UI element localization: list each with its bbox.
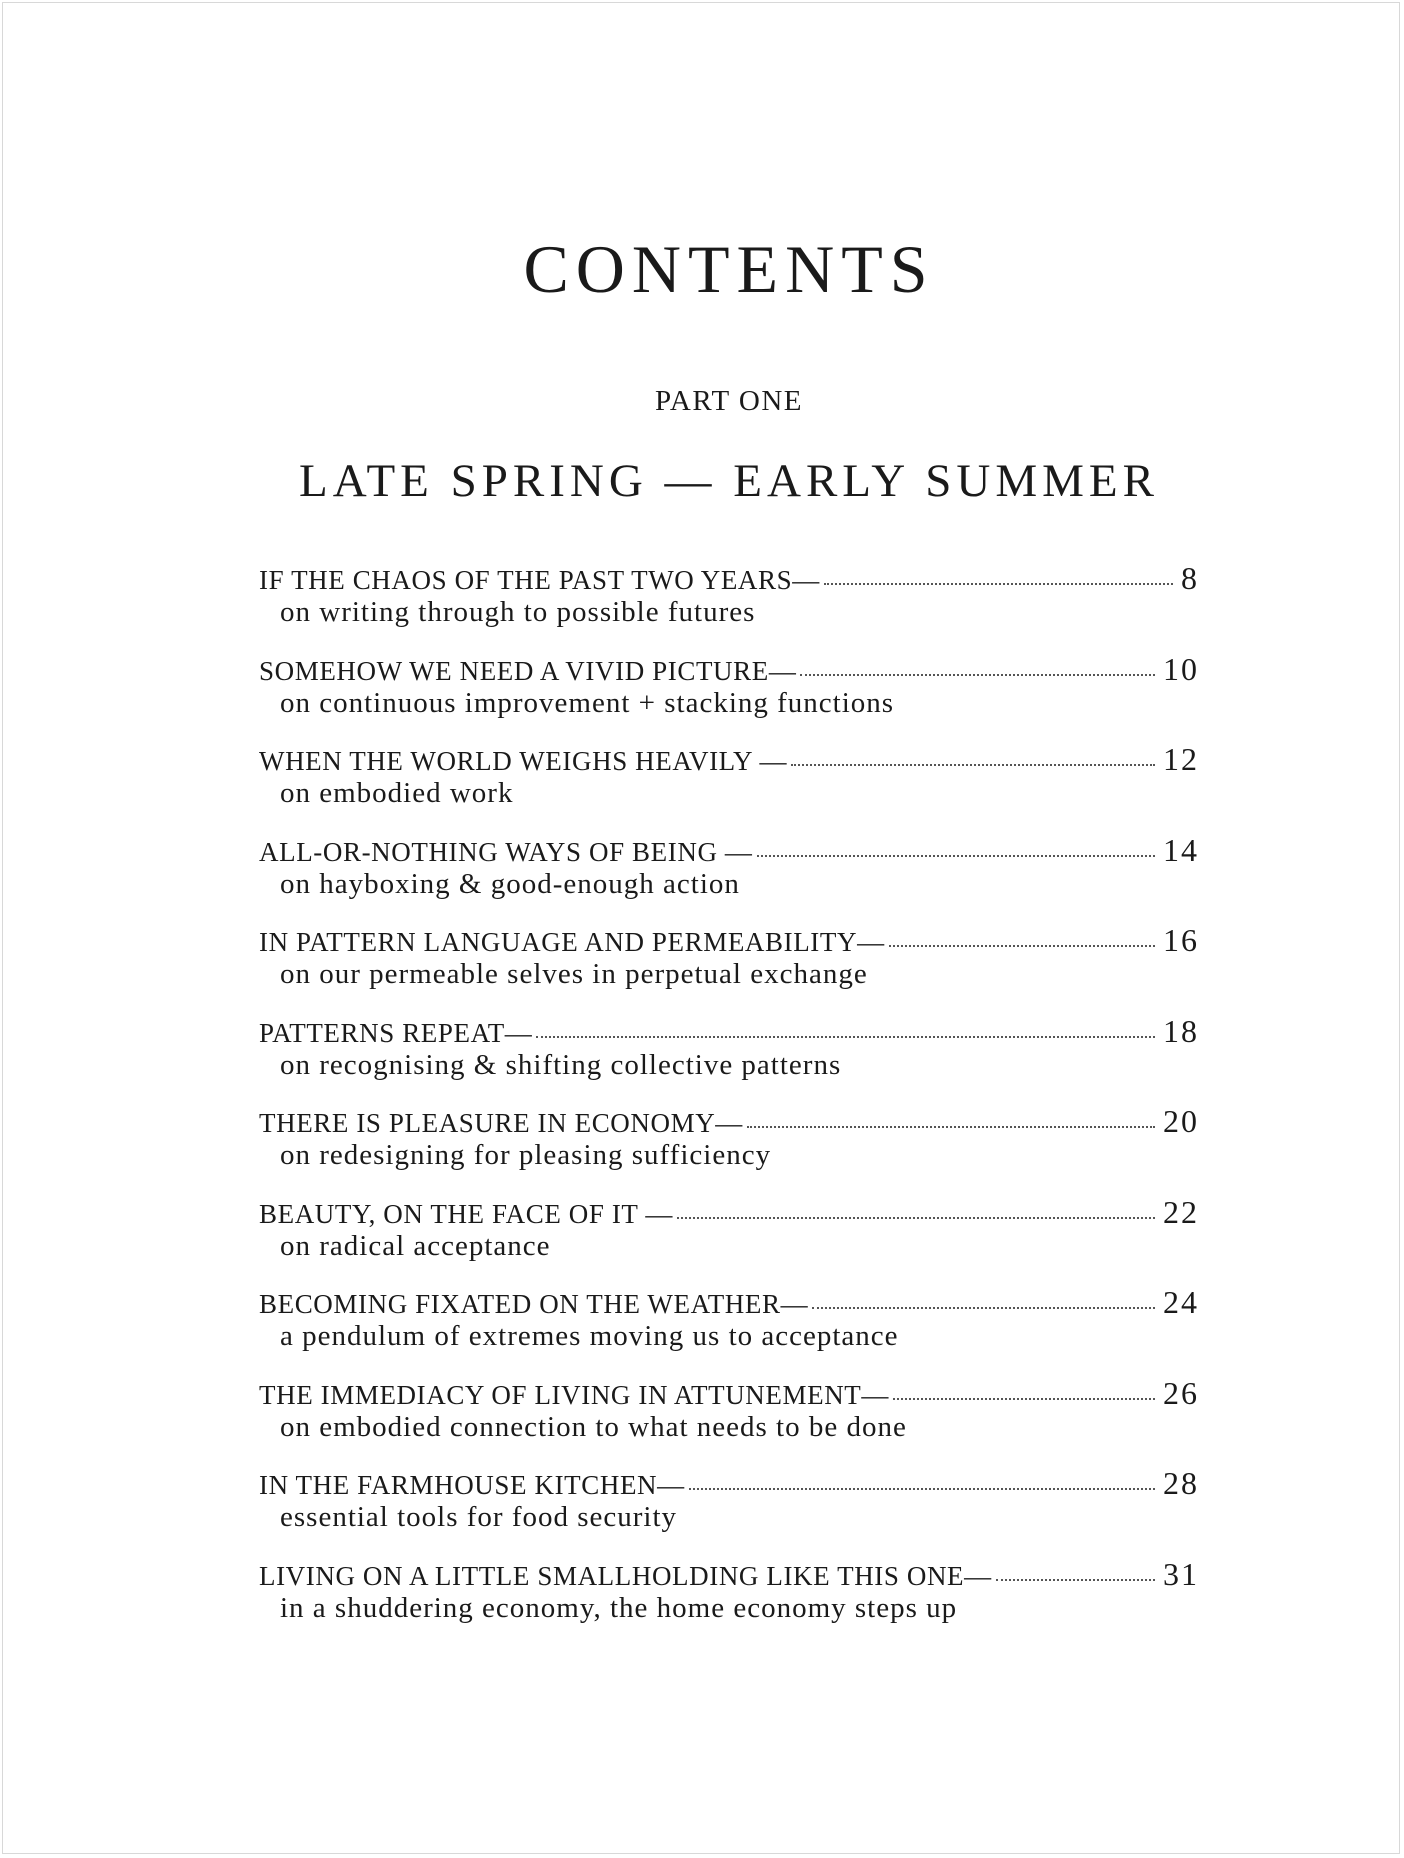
toc-entry-page: 14	[1163, 831, 1199, 868]
toc-entry-subtitle: on embodied connection to what needs to be done	[280, 1410, 907, 1443]
dot-leader	[996, 1578, 1155, 1581]
part-label: PART ONE	[654, 385, 804, 417]
dot-leader	[677, 1216, 1155, 1219]
toc-entry-page: 31	[1163, 1555, 1199, 1592]
toc-entry-page: 16	[1163, 922, 1199, 958]
toc-entry-subtitle: on writing through to possible futures	[280, 596, 756, 628]
contents-title: CONTENTS	[523, 231, 935, 307]
toc-entry-page: 24	[1163, 1284, 1199, 1320]
toc-entry-line	[259, 741, 1199, 777]
toc-entry-page: 12	[1163, 741, 1199, 777]
toc-entry-page: 28	[1163, 1465, 1199, 1501]
table-of-contents	[259, 560, 1199, 1646]
dot-leader	[824, 582, 1173, 585]
toc-entry[interactable]	[259, 1194, 1199, 1285]
toc-entry-line	[259, 1556, 1199, 1592]
toc-entry-line	[259, 1194, 1199, 1230]
toc-entry[interactable]	[259, 1465, 1199, 1556]
toc-entry-subtitle: on redesigning for pleasing sufficiency	[280, 1139, 772, 1171]
toc-entry-subtitle: on our permeable selves in perpetual exchange	[280, 958, 868, 990]
toc-entry-title: BEAUTY, ON THE FACE OF IT —	[259, 1198, 673, 1229]
dot-leader	[757, 854, 1156, 857]
toc-entry[interactable]	[259, 741, 1199, 832]
dot-leader	[812, 1306, 1155, 1309]
toc-entry-page: 20	[1163, 1103, 1199, 1139]
toc-entry-title: WHEN THE WORLD WEIGHS HEAVILY —	[259, 746, 788, 776]
toc-entry-subtitle: on embodied work	[280, 777, 514, 809]
toc-entry-page: 8	[1181, 560, 1199, 596]
dot-leader	[893, 1397, 1155, 1400]
toc-entry[interactable]	[259, 560, 1199, 651]
part-title: LATE SPRING — EARLY SUMMER	[299, 455, 1159, 507]
toc-entry-title: SOMEHOW WE NEED A VIVID PICTURE—	[259, 655, 797, 686]
toc-entry-line	[259, 651, 1199, 687]
toc-entry-subtitle: a pendulum of extremes moving us to acceptance	[280, 1320, 899, 1352]
toc-entry-line	[259, 1103, 1199, 1139]
toc-entry-line	[259, 922, 1199, 958]
toc-entry-title: LIVING ON A LITTLE SMALLHOLDING LIKE THIS ONE—	[259, 1560, 992, 1591]
toc-entry-title: IF THE CHAOS OF THE PAST TWO YEARS—	[259, 565, 820, 595]
dot-leader	[536, 1035, 1155, 1038]
toc-entry[interactable]	[259, 651, 1199, 742]
dot-leader	[689, 1487, 1155, 1490]
toc-entry-subtitle: on continuous improvement + stacking functions	[280, 686, 895, 719]
toc-entry-line	[259, 1465, 1199, 1501]
dot-leader	[800, 673, 1155, 676]
toc-entry[interactable]	[259, 1556, 1199, 1647]
toc-entry[interactable]	[259, 922, 1199, 1013]
toc-entry-line	[259, 1013, 1199, 1049]
toc-entry-line	[259, 1375, 1199, 1411]
dot-leader	[791, 763, 1155, 766]
toc-entry-title: THE IMMEDIACY OF LIVING IN ATTUNEMENT—	[259, 1379, 889, 1410]
toc-entry-title: IN THE FARMHOUSE KITCHEN—	[259, 1470, 685, 1500]
toc-entry-page: 22	[1163, 1193, 1199, 1230]
toc-entry-subtitle: in a shuddering economy, the home economy steps up	[280, 1591, 958, 1624]
toc-entry-subtitle: on hayboxing & good-enough action	[280, 867, 740, 900]
toc-entry-line	[259, 1284, 1199, 1320]
toc-entry-title: BECOMING FIXATED ON THE WEATHER—	[259, 1289, 809, 1319]
toc-entry[interactable]	[259, 1375, 1199, 1466]
toc-entry-title: ALL-OR-NOTHING WAYS OF BEING —	[259, 836, 753, 867]
toc-entry-subtitle: on radical acceptance	[280, 1229, 551, 1262]
toc-entry-title: THERE IS PLEASURE IN ECONOMY—	[259, 1108, 743, 1138]
toc-entry-page: 26	[1163, 1374, 1199, 1411]
toc-entry[interactable]	[259, 1103, 1199, 1194]
toc-entry-title: IN PATTERN LANGUAGE AND PERMEABILITY—	[259, 927, 885, 957]
toc-entry[interactable]	[259, 832, 1199, 923]
toc-entry-line	[259, 560, 1199, 596]
document-page	[2, 2, 1400, 1854]
dot-leader	[889, 944, 1155, 947]
toc-entry[interactable]	[259, 1013, 1199, 1104]
toc-entry-subtitle: on recognising & shifting collective patterns	[280, 1048, 842, 1081]
toc-entry-line	[259, 832, 1199, 868]
toc-entry[interactable]	[259, 1284, 1199, 1375]
dot-leader	[747, 1125, 1155, 1128]
toc-entry-page: 18	[1163, 1012, 1199, 1049]
toc-entry-subtitle: essential tools for food security	[280, 1501, 678, 1533]
toc-entry-title: PATTERNS REPEAT—	[259, 1017, 533, 1048]
toc-entry-page: 10	[1163, 650, 1199, 687]
